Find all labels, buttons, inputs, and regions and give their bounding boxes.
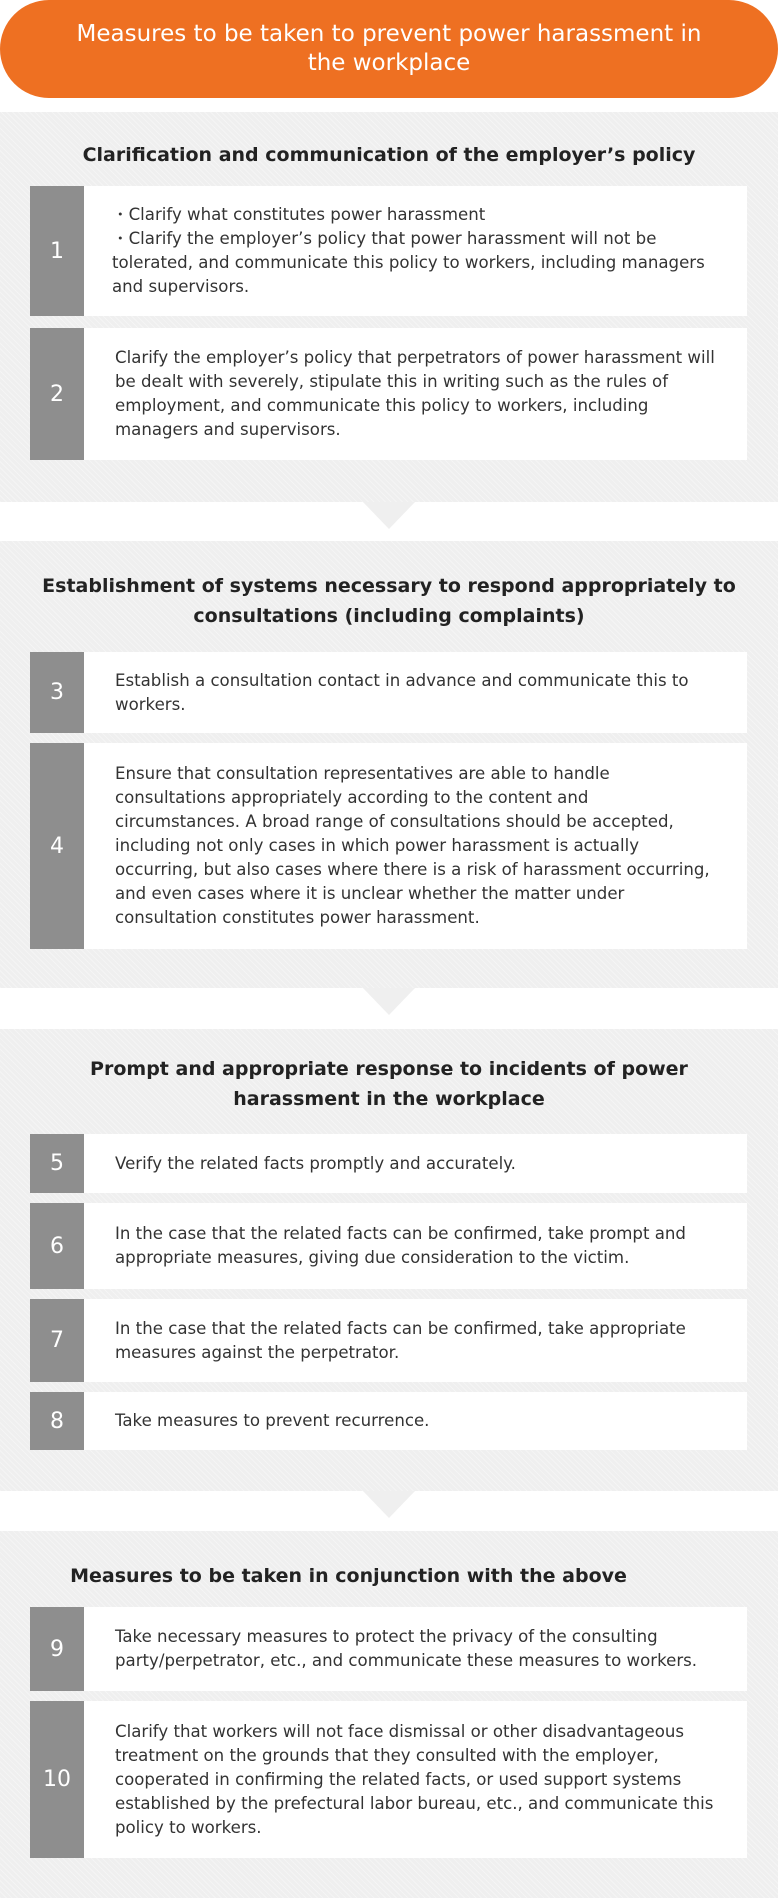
item-number: 2 [30, 328, 84, 460]
consultation-section [0, 541, 778, 988]
item-number: 4 [30, 743, 84, 949]
section-title: Measures to be taken in conjunction with the above [70, 1565, 627, 1587]
measure-item-2 [30, 328, 747, 460]
section-title: Clarification and communication of the employer’s policy [82, 144, 696, 166]
measure-item-7 [30, 1299, 747, 1382]
additional-measures-section [0, 1531, 778, 1898]
measure-item-1 [30, 186, 747, 316]
item-number: 7 [30, 1299, 84, 1382]
item-text [84, 186, 747, 316]
section-title: Establishment of systems necessary to respond appropriately to consultations (including complaints) [42, 575, 736, 627]
measure-item-4 [30, 743, 747, 949]
item-bullet-2: ・Clarify the employer’s policy that power harassment will not be tolerated, and communicate this policy to workers, including managers and supervisors. [112, 229, 705, 296]
item-text: Verify the related facts promptly and accurately. [115, 1153, 516, 1173]
item-text: In the case that the related facts can be confirmed, take prompt and appropriate measures, giving due consideration to the victim. [115, 1224, 686, 1267]
down-arrow-icon [363, 1491, 415, 1518]
measure-item-8 [30, 1392, 747, 1450]
item-text: Clarify that workers will not face dismissal or other disadvantageous treatment on the grounds that they consulted with the employer, cooperated in confirming the related facts, or used support systems established by the prefectural labor bureau, etc., and communicate this policy to workers. [115, 1721, 714, 1837]
item-text: In the case that the related facts can be confirmed, take appropriate measures against the perpetrator. [115, 1318, 686, 1362]
item-number: 6 [30, 1203, 84, 1289]
item-text: Take necessary measures to protect the privacy of the consulting party/perpetrator, etc., and communicate these measures to workers. [115, 1627, 698, 1670]
response-section [0, 1029, 778, 1491]
measure-item-3 [30, 652, 747, 733]
item-text: Take measures to prevent recurrence. [115, 1411, 430, 1430]
measure-item-6 [30, 1203, 747, 1289]
down-arrow-icon [363, 502, 415, 529]
measure-item-10 [30, 1701, 747, 1858]
page-title: Measures to be taken to prevent power harassment in the workplace [0, 0, 778, 98]
item-number: 10 [30, 1701, 84, 1858]
item-text: Ensure that consultation representatives are able to handle consultations appropriately according to the content and circumstances. A broad range of consultations should be accepted, including not only cases in which power harassment is actually occurring, but also cases where there is a risk of harassment occurring, and even cases where it is unclear whether the matter under consultation constitutes power harassment. [115, 764, 710, 927]
section-title: Prompt and appropriate response to incidents of power harassment in the workplace [90, 1058, 688, 1110]
measure-item-9 [30, 1607, 747, 1691]
item-bullet-1: ・Clarify what constitutes power harassment [112, 205, 486, 224]
item-number: 3 [30, 652, 84, 733]
measure-item-5 [30, 1134, 747, 1193]
item-number: 5 [30, 1134, 84, 1193]
item-number: 8 [30, 1392, 84, 1450]
item-text: Clarify the employer’s policy that perpetrators of power harassment will be dealt with severely, stipulate this in writing such as the rules of employment, and communicate this policy to workers, including managers and supervisors. [115, 348, 715, 439]
item-number: 1 [30, 186, 84, 316]
item-text: Establish a consultation contact in advance and communicate this to workers. [115, 670, 689, 714]
down-arrow-icon [363, 988, 415, 1015]
policy-section [0, 112, 778, 502]
item-number: 9 [30, 1607, 84, 1691]
